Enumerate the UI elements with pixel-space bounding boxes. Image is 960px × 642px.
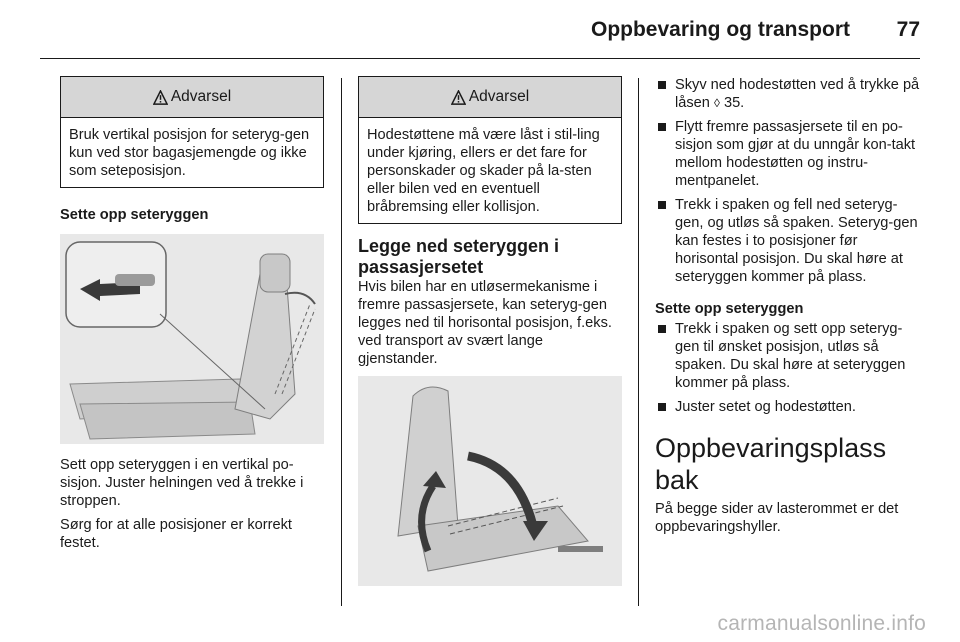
paragraph: Sørg for at alle posisjoner er korrekt festet. bbox=[60, 517, 292, 551]
warning-title: Advarsel bbox=[468, 88, 530, 105]
list-item: Trekk i spaken og fell ned seteryg-gen, og utløs så spaken. Seteryg-gen kan festes i to posisjoner før horisontal posisjon. Du skal høre at seteryggen kommer på plass. bbox=[655, 196, 923, 286]
list-item: Juster setet og hodestøtten. bbox=[655, 398, 923, 416]
column-3 bbox=[655, 76, 923, 542]
warning-triangle-icon bbox=[153, 90, 168, 105]
paragraph: På begge sider av lasterommet er det oppbevaringshyller. bbox=[655, 501, 899, 535]
rear-seat-illustration bbox=[60, 234, 324, 444]
column-divider-2 bbox=[638, 78, 639, 606]
section-heading: Legge ned seteryggen i passasjersetet bbox=[358, 236, 560, 277]
paragraph: Sett opp seteryggen i en vertikal po-sisjon. Juster helningen ved å trekke i stroppen. bbox=[60, 457, 304, 509]
page-reference-icon: ◊ bbox=[713, 96, 720, 110]
warning-title: Advarsel bbox=[170, 88, 232, 105]
front-seat-fold-diagram bbox=[358, 376, 622, 586]
warning-triangle-icon bbox=[451, 90, 466, 105]
subheading: Sette opp seteryggen bbox=[60, 207, 209, 223]
warning-header bbox=[61, 77, 323, 118]
subheading: Sette opp seteryggen bbox=[655, 301, 804, 317]
section-heading-large: Oppbevaringsplass bak bbox=[655, 433, 887, 495]
front-seat-illustration bbox=[358, 376, 622, 586]
list-item: Trekk i spaken og sett opp seteryg-gen til ønsket posisjon, utløs så spaken. Du skal høre at seteryggen kommer på plass. bbox=[655, 320, 923, 392]
column-2 bbox=[358, 76, 622, 586]
watermark: carmanualsonline.info bbox=[717, 612, 926, 635]
column-1 bbox=[60, 76, 324, 558]
paragraph: Hvis bilen har en utløsermekanisme i fremre passasjersete, kan seteryg-gen legges ned til horisontal posisjon, f.eks. ved transport av svært lange gjenstander. bbox=[358, 279, 612, 367]
warning-text: Hodestøttene må være låst i stil-ling under kjøring, ellers er det fare for personskader og skader på la-sten eller bilen ved en eventuell bråbremsing eller kollisjon. bbox=[367, 127, 600, 215]
warning-text: Bruk vertikal posisjon for seteryg-gen kun ved stor bagasjemengde og ikke som seteposisjon. bbox=[69, 127, 310, 179]
seat-backrest-diagram bbox=[60, 234, 324, 444]
column-divider-1 bbox=[341, 78, 342, 606]
warning-box bbox=[60, 76, 324, 188]
warning-box bbox=[358, 76, 622, 224]
page-reference: 35. bbox=[723, 95, 745, 111]
bullet-list bbox=[655, 76, 923, 286]
header-divider bbox=[40, 58, 920, 59]
list-item: Skyv ned hodestøtten ved å trykke på låsen ◊ 35. bbox=[655, 76, 923, 112]
page-number: 77 bbox=[896, 18, 920, 41]
list-item: Flytt fremre passasjersete til en po-sisjon som gjør at du unngår kon-takt mellom hodestøtten og instru-mentpanelet. bbox=[655, 118, 923, 190]
bullet-list bbox=[655, 320, 923, 416]
page-header-title: Oppbevaring og transport bbox=[590, 18, 850, 41]
warning-header bbox=[359, 77, 621, 118]
